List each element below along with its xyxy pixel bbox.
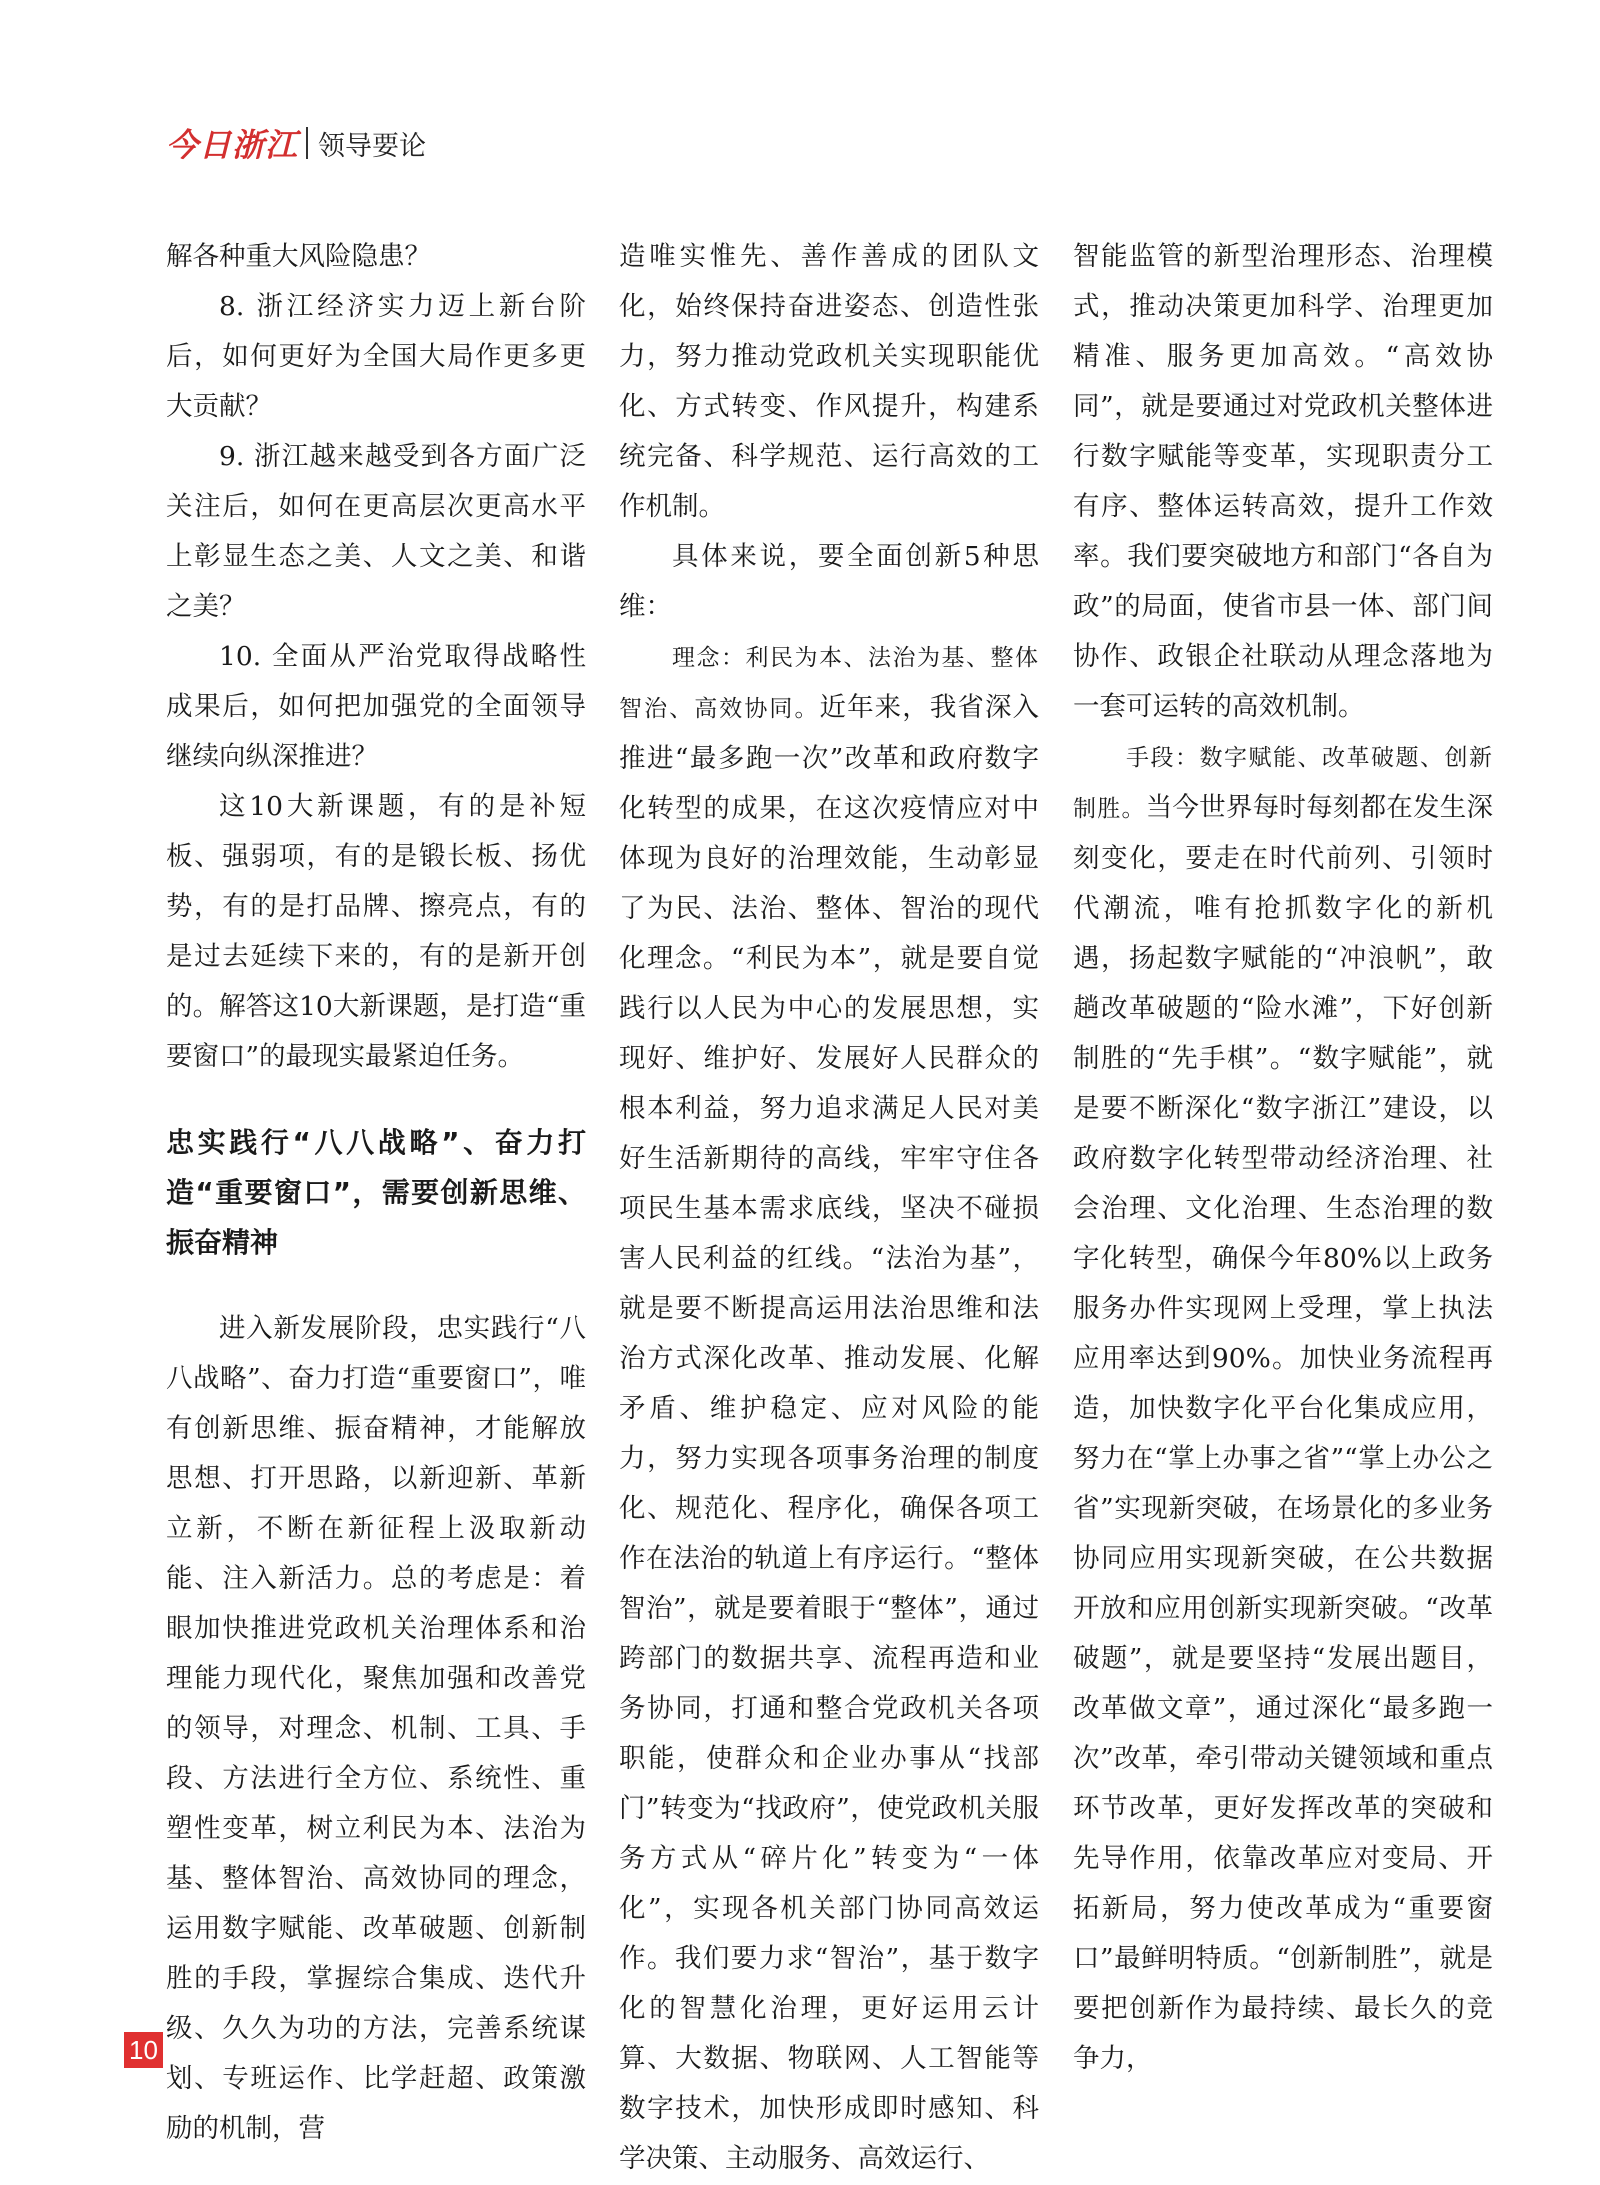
paragraph: 具体来说，要全面创新5种思维：: [619, 541, 1039, 622]
paragraph: 解各种重大风险隐患？: [166, 241, 431, 272]
paragraph: 9. 浙江越来越受到各方面广泛关注后，如何在更高层次更高水平上彰显生态之美、人文之美、和谐之美？: [166, 441, 586, 622]
paragraph: 造唯实惟先、善作善成的团队文化，始终保持奋进姿态、创造性张力，努力推动党政机关实现职能优化、方式转变、作风提升，构建系统完备、科学规范、运行高效的工作机制。: [619, 241, 1039, 522]
page-number: 10: [124, 2032, 163, 2068]
section-heading: 忠实践行“八八战略”、奋力打造“重要窗口”，需要创新思维、振奋精神: [166, 1126, 586, 1259]
magazine-logo: 今日浙江: [166, 126, 299, 164]
paragraph: [619, 632, 1039, 2184]
paragraph: 这10大新课题，有的是补短板、强弱项，有的是锻长板、扬优势，有的是打品牌、擦亮点，有的是过去延续下来的，有的是新开创的。解答这10大新课题，是打造“重要窗口”的最现实最紧迫任务。: [166, 791, 586, 1072]
paragraph: [1073, 732, 1493, 2084]
column-2: [619, 232, 1039, 2184]
paragraph: 10. 全面从严治党取得战略性成果后，如何把加强党的全面领导继续向纵深推进？: [166, 641, 586, 772]
section-title: 领导要论: [318, 130, 427, 162]
keyword-lead: 理念：利民为本、法治为基、整体智治、高效协同。: [619, 645, 1039, 722]
paragraph: 8. 浙江经济实力迈上新台阶后，如何更好为全国大局作更多更大贡献？: [166, 291, 586, 422]
column-1: [166, 232, 586, 2154]
column-3: [1073, 232, 1493, 2084]
paragraph-text: 当今世界每时每刻都在发生深刻变化，要走在时代前列、引领时代潮流，唯有抢抓数字化的新机遇，扬起数字赋能的“冲浪帆”，敢趟改革破题的“险水滩”，下好创新制胜的“先手棋”。“数字赋能”，就是要不断深化“数字浙江”建设，以政府数字化转型带动经济治理、社会治理、文化治理、生态治理的数字化转型，确保今年80%以上政务服务办件实现网上受理，掌上执法应用率达到90%。加快业务流程再造，加快数字化平台化集成应用，努力在“掌上办事之省”“掌上办公之省”实现新突破，在场景化的多业务协同应用实现新突破，在公共数据开放和应用创新实现新突破。“改革破题”，就是要坚持“发展出题目，改革做文章”，通过深化“最多跑一次”改革，牵引带动关键领域和重点环节改革，更好发挥改革的突破和先导作用，依靠改革应对变局、开拓新局，努力使改革成为“重要窗口”最鲜明特质。“创新制胜”，就是要把创新作为最持续、最长久的竞争力，: [1073, 792, 1494, 2074]
page-header: [166, 118, 426, 168]
paragraph-text: 近年来，我省深入推进“最多跑一次”改革和政府数字化转型的成果，在这次疫情应对中体现为良好的治理效能，生动彰显了为民、法治、整体、智治的现代化理念。“利民为本”，就是要自觉践行以人民为中心的发展思想，实现好、维护好、发展好人民群众的根本利益，努力追求满足人民对美好生活新期待的高线，牢牢守住各项民生基本需求底线，坚决不碰损害人民利益的红线。“法治为基”，就是要不断提高运用法治思维和法治方式深化改革、推动发展、化解矛盾、维护稳定、应对风险的能力，努力实现各项事务治理的制度化、规范化、程序化，确保各项工作在法治的轨道上有序运行。“整体智治”，就是要着眼于“整体”，通过跨部门的数据共享、流程再造和业务协同，打通和整合党政机关各项职能，使群众和企业办事从“找部门”转变为“找政府”，使党政机关服务方式从“碎片化”转变为“一体化”，实现各机关部门协同高效运作。我们要力求“智治”，基于数字化的智慧化治理，更好运用云计算、大数据、物联网、人工智能等数字技术，加快形成即时感知、科学决策、主动服务、高效运行、: [619, 692, 1040, 2174]
paragraph: 进入新发展阶段，忠实践行“八八战略”、奋力打造“重要窗口”，唯有创新思维、振奋精神，才能解放思想、打开思路，以新迎新、革新立新，不断在新征程上汲取新动能、注入新活力。总的考虑是：着眼加快推进党政机关治理体系和治理能力现代化，聚焦加强和改善党的领导，对理念、机制、工具、手段、方法进行全方位、系统性、重塑性变革，树立利民为本、法治为基、整体智治、高效协同的理念，运用数字赋能、改革破题、创新制胜的手段，掌握综合集成、迭代升级、久久为功的方法，完善系统谋划、专班运作、比学赶超、政策激励的机制，营: [166, 1313, 586, 2144]
header-divider: [306, 127, 308, 159]
paragraph: 智能监管的新型治理形态、治理模式，推动决策更加科学、治理更加精准、服务更加高效。“高效协同”，就是要通过对党政机关整体进行数字赋能等变革，实现职责分工有序、整体运转高效，提升工作效率。我们要突破地方和部门“各自为政”的局面，使省市县一体、部门间协作、政银企社联动从理念落地为一套可运转的高效机制。: [1073, 241, 1493, 722]
keyword-lead: 手段：数字赋能、改革破题、创新制胜。: [1073, 745, 1493, 822]
